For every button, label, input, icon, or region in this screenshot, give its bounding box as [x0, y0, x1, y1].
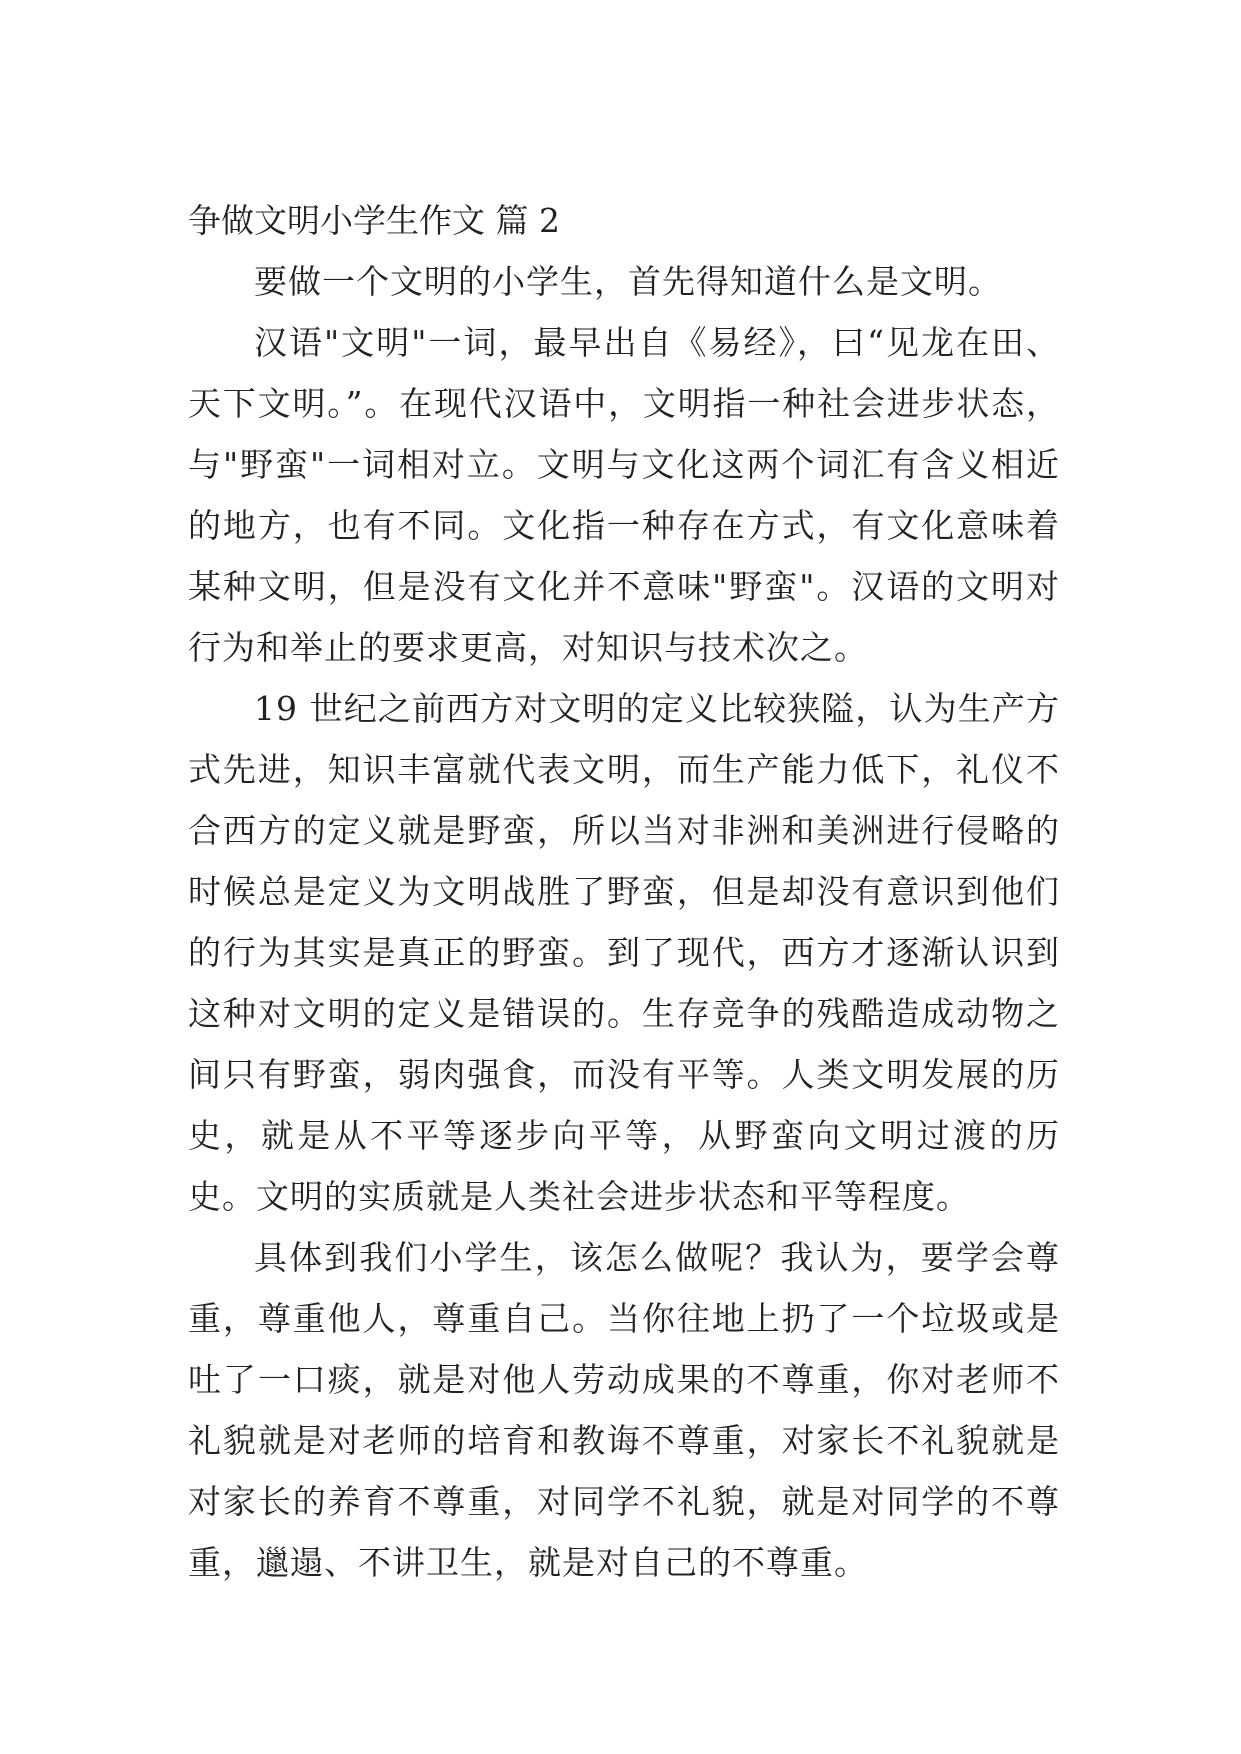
- document-page: [188, 190, 1060, 1593]
- paragraph-4: 具体到我们小学生，该怎么做呢？我认为，要学会尊重，尊重他人，尊重自己。当你往地上扔了一个垃圾或是吐了一口痰，就是对他人劳动成果的不尊重，你对老师不礼貌就是对老师的培育和教诲不尊重，对家长不礼貌就是对家长的养育不尊重，对同学不礼貌，就是对同学的不尊重，邋遢、不讲卫生，就是对自己的不尊重。: [188, 1238, 1060, 1582]
- paragraph-1: 要做一个文明的小学生，首先得知道什么是文明。: [254, 262, 1002, 301]
- paragraph-2: 汉语"文明"一词，最早出自《易经》，曰“见龙在田、天下文明。”。在现代汉语中，文明指一种社会进步状态，与"野蛮"一词相对立。文明与文化这两个词汇有含义相近的地方，也有不同。文化指一种存在方式，有文化意味着某种文明，但是没有文化并不意味"野蛮"。汉语的文明对行为和举止的要求更高，对知识与技术次之。: [188, 323, 1060, 667]
- document-title: 争做文明小学生作文 篇 2: [188, 201, 560, 240]
- paragraph-3: 19 世纪之前西方对文明的定义比较狭隘，认为生产方式先进，知识丰富就代表文明，而生产能力低下，礼仪不合西方的定义就是野蛮，所以当对非洲和美洲进行侵略的时候总是定义为文明战胜了野蛮，但是却没有意识到他们的行为其实是真正的野蛮。到了现代，西方才逐渐认识到这种对文明的定义是错误的。生存竞争的残酷造成动物之间只有野蛮，弱肉强食，而没有平等。人类文明发展的历史，就是从不平等逐步向平等，从野蛮向文明过渡的历史。文明的实质就是人类社会进步状态和平等程度。: [188, 689, 1060, 1216]
